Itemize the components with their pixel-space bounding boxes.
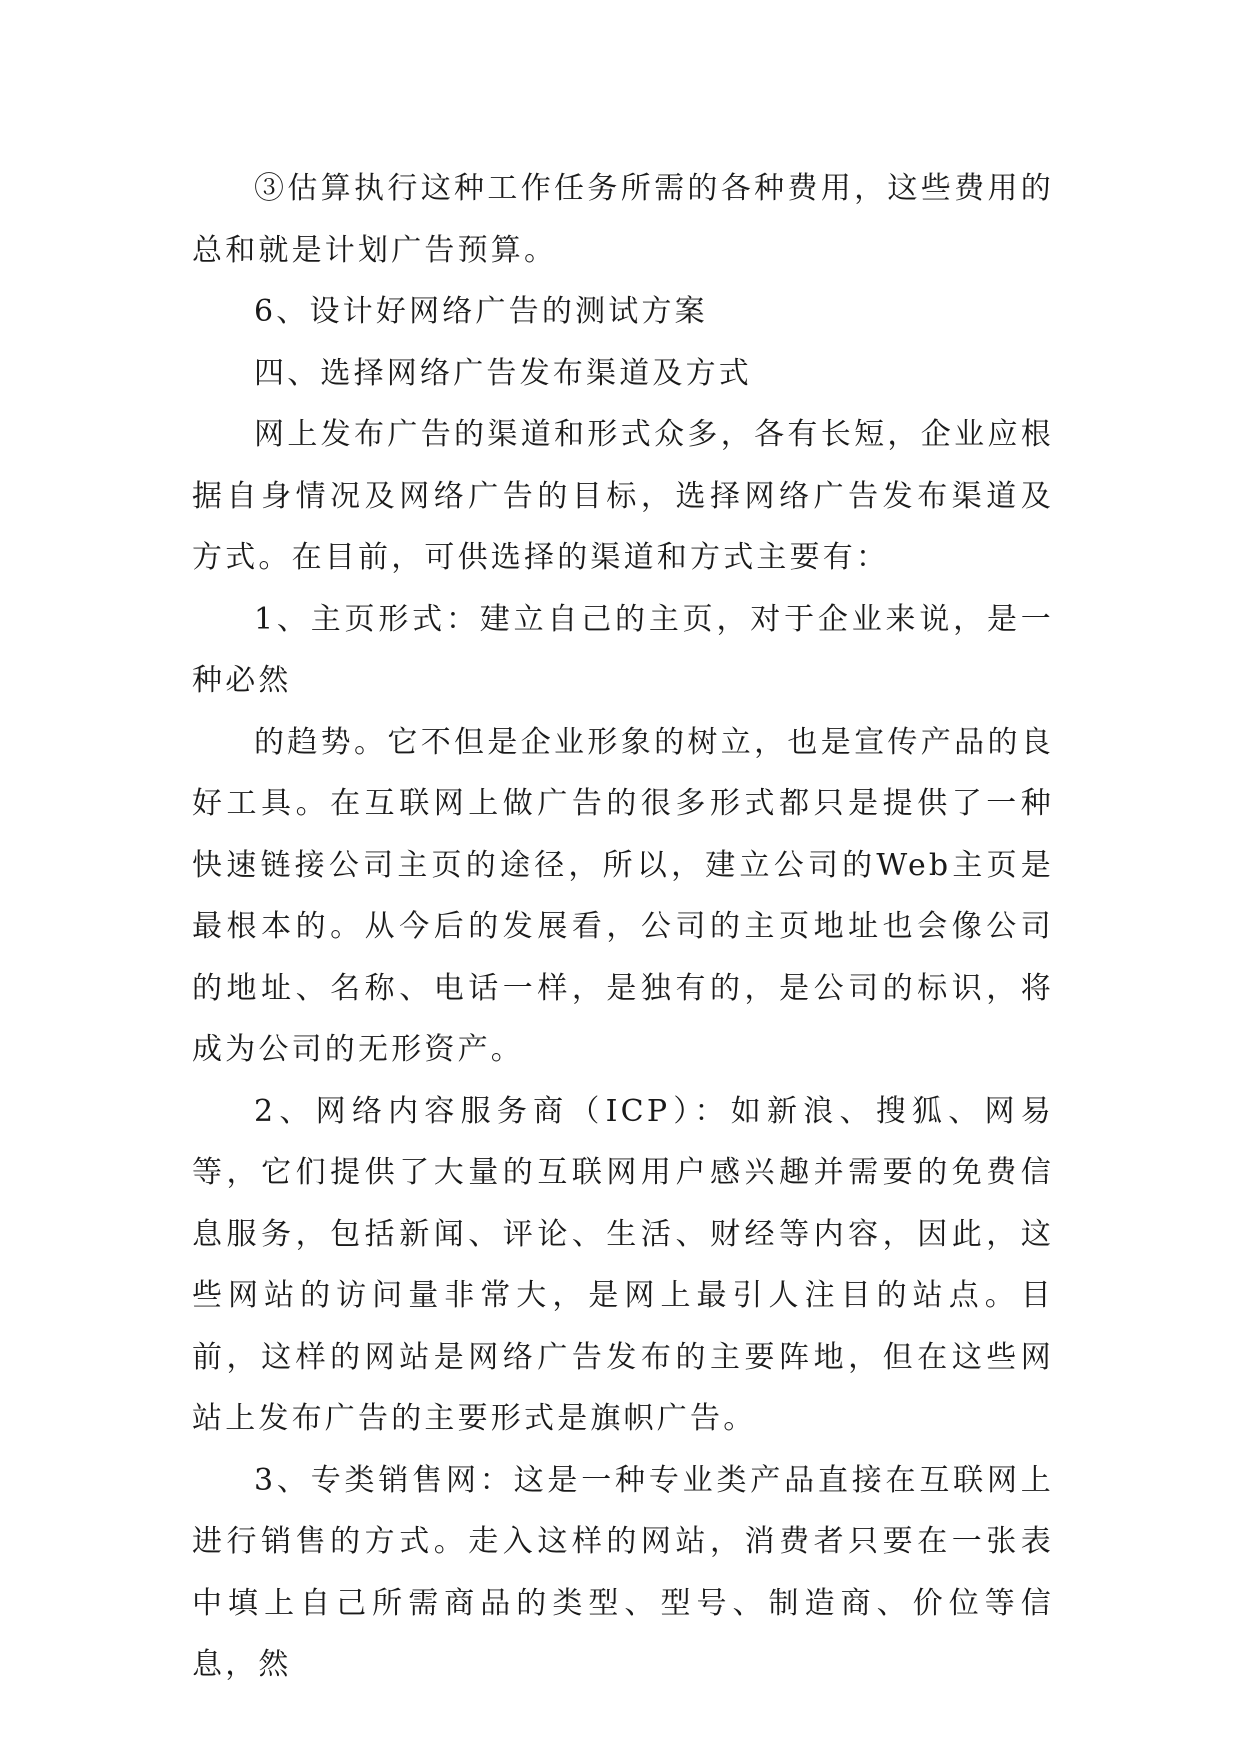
section-heading-channels: 四、选择网络广告发布渠道及方式 [254,355,752,391]
paragraph-budget-estimate: ③估算执行这种工作任务所需的各种费用，这些费用的总和就是计划广告预算。 [192,171,1054,268]
paragraph-channels-intro: 网上发布广告的渠道和形式众多，各有长短，企业应根据自身情况及网络广告的目标，选择网络广告发布渠道及方式。在目前，可供选择的渠道和方式主要有： [192,417,1054,575]
paragraph-homepage-detail: 的趋势。它不但是企业形象的树立，也是宣传产品的良好工具。在互联网上做广告的很多形式都只是提供了一种快速链接公司主页的途径，所以，建立公司的Web主页是最根本的。从今后的发展看，公司的主页地址也会像公司的地址、名称、电话一样，是独有的，是公司的标识，将成为公司的无形资产。 [192,724,1054,1067]
document-body [192,158,1054,1696]
paragraph-test-plan: 6、设计好网络广告的测试方案 [254,294,708,329]
paragraph-icp: 2、网络内容服务商（ICP）：如新浪、搜狐、网易等，它们提供了大量的互联网用户感兴趣并需要的免费信息服务，包括新闻、评论、生活、财经等内容，因此，这些网站的访问量非常大，是网上最引人注目的站点。目前，这样的网站是网络广告发布的主要阵地，但在这些网站上发布广告的主要形式是旗帜广告。 [192,1093,1054,1436]
paragraph-specialty-sales: 3、专类销售网：这是一种专业类产品直接在互联网上进行销售的方式。走入这样的网站，消费者只要在一张表中填上自己所需商品的类型、型号、制造商、价位等信息，然 [192,1462,1054,1682]
paragraph-homepage-form: 1、主页形式：建立自己的主页，对于企业来说，是一种必然 [192,601,1054,698]
